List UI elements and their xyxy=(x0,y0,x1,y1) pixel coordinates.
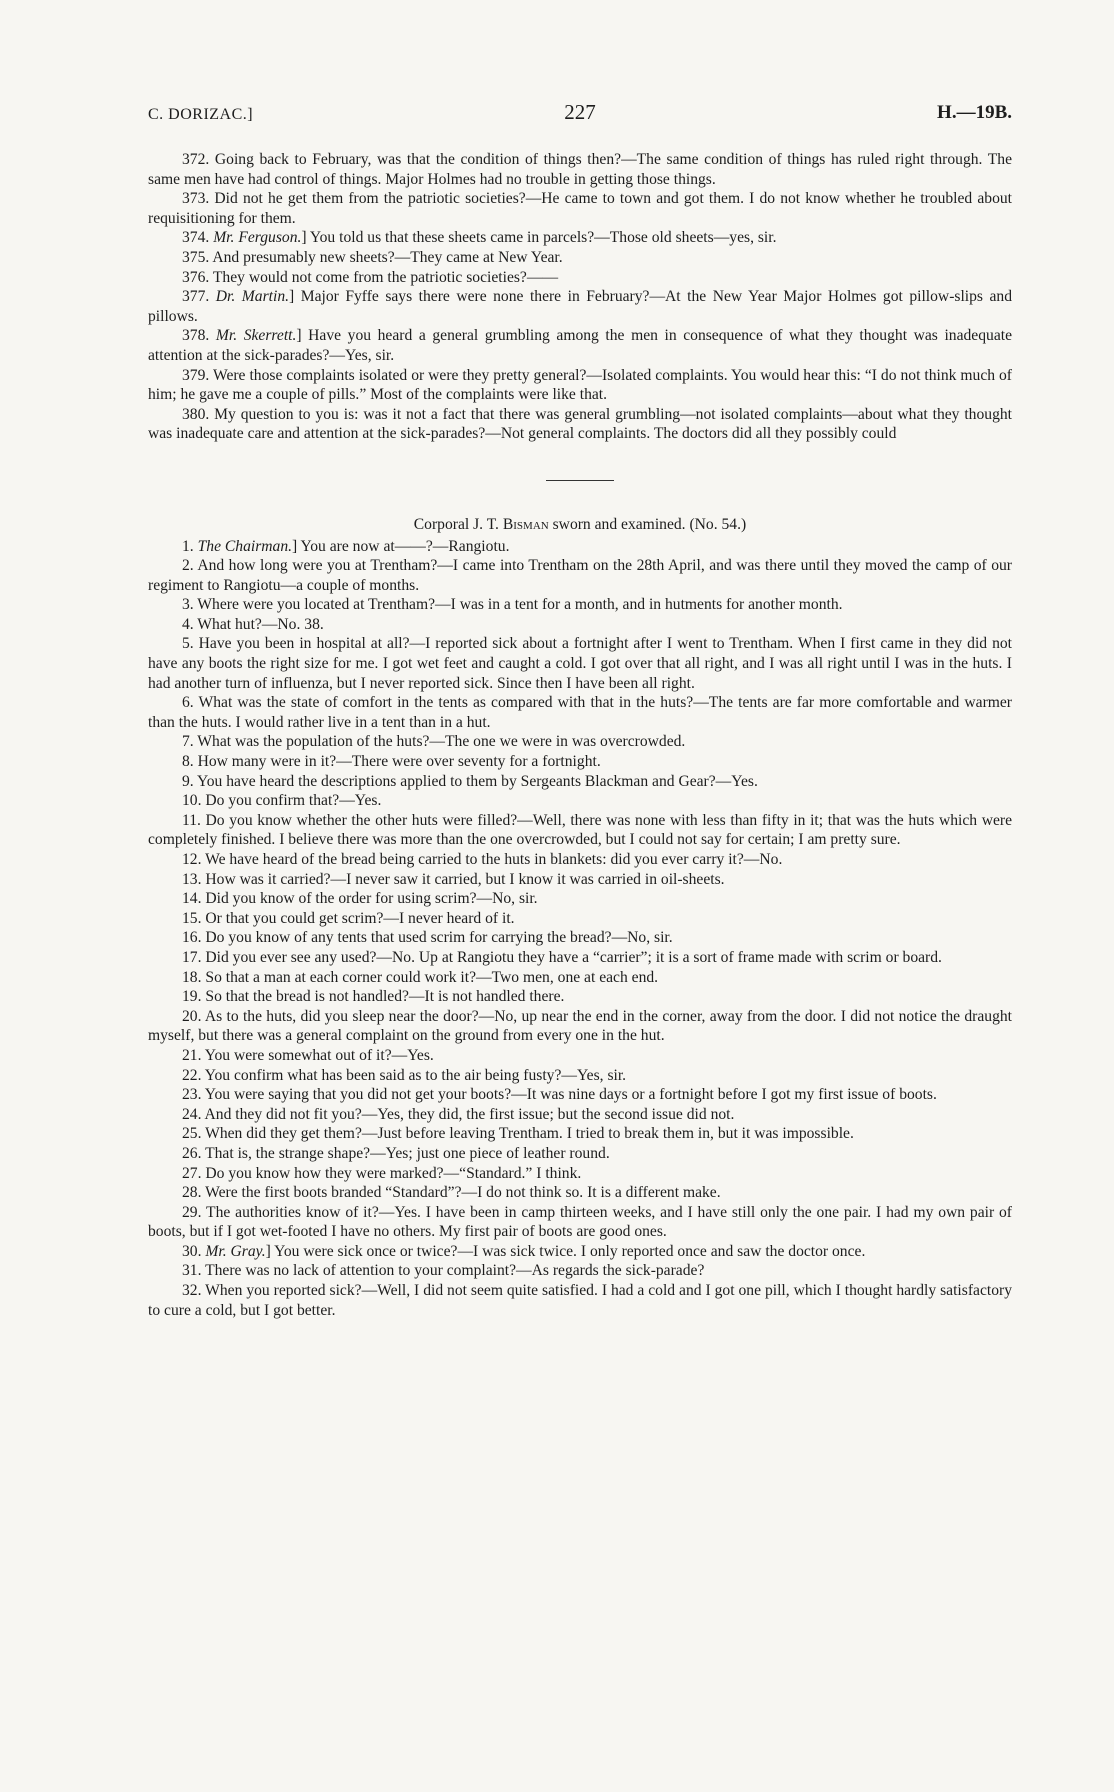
testimony-bisman xyxy=(148,537,1012,1321)
paragraph-text: 13. How was it carried?—I never saw it carried, but I know it was carried in oil-sheets. xyxy=(182,870,725,888)
paragraph-text: 25. When did they get them?—Just before leaving Trentham. I tried to break them in, but it was impossible. xyxy=(182,1125,854,1143)
question-answer-paragraph xyxy=(148,615,1012,635)
paragraph-text: 6. What was the state of comfort in the tents as compared with that in the huts?—The tents are far more comfortable and warmer than the huts. I would rather live in a tent than in a hut. xyxy=(148,694,1012,731)
question-answer-paragraph xyxy=(148,811,1012,850)
question-answer-paragraph xyxy=(148,1281,1012,1320)
paragraph-text: ] Major Fyffe says there were none there in February?—At the New Year Major Holmes got pillow-slips and pillows. xyxy=(148,288,1012,325)
paragraph-text: 20. As to the huts, did you sleep near the door?—No, up near the end in the corner, away from the door. I did not notice the draught myself, but there was a general complaint on the ground from every one in the hut. xyxy=(148,1007,1012,1045)
question-answer-paragraph xyxy=(148,1261,1012,1281)
paragraph-text: 373. Did not he get them from the patriotic societies?—He came to town and got them. I do not know whether he troubled about requisitioning for them. xyxy=(148,190,1012,227)
question-answer-paragraph xyxy=(148,1007,1012,1046)
page-body xyxy=(148,150,1012,1320)
paragraph-text: 9. You have heard the descriptions applied to them by Sergeants Blackman and Gear?—Yes. xyxy=(182,772,758,790)
speaker-name: Mr. Gray. xyxy=(205,1242,266,1260)
question-answer-paragraph xyxy=(148,595,1012,615)
paragraph-text: 372. Going back to February, was that the condition of things then?—The same condition of things has ruled right through. The same men have had control of things. Major Holmes had no trouble in getting those things. xyxy=(148,151,1012,188)
question-answer-paragraph xyxy=(148,634,1012,693)
question-answer-paragraph xyxy=(148,1085,1012,1105)
paragraph-text: 21. You were somewhat out of it?—Yes. xyxy=(182,1046,434,1064)
paragraph-text: 31. There was no lack of attention to your complaint?—As regards the sick-parade? xyxy=(182,1262,705,1280)
paragraph-text: 380. My question to you is: was it not a fact that there was general grumbling—not isolated complaints—about what they thought was inadequate care and attention at the sick-parades?—Not general complaints. The doctors did all they possibly could xyxy=(148,405,1012,443)
question-answer-paragraph xyxy=(148,1124,1012,1144)
question-answer-paragraph xyxy=(148,968,1012,988)
paragraph-text: 4. What hut?—No. 38. xyxy=(182,615,324,633)
question-answer-paragraph xyxy=(148,948,1012,968)
question-answer-paragraph xyxy=(148,889,1012,909)
speaker-name: Mr. Ferguson. xyxy=(213,229,302,247)
paragraph-text: 24. And they did not fit you?—Yes, they did, the first issue; but the second issue did not. xyxy=(182,1105,735,1123)
paragraph-text: 375. And presumably new sheets?—They came at New Year. xyxy=(182,248,563,266)
paragraph-text: 8. How many were in it?—There were over seventy for a fortnight. xyxy=(182,753,601,771)
paragraph-text: 18. So that a man at each corner could work it?—Two men, one at each end. xyxy=(182,968,659,986)
paragraph-text: 14. Did you know of the order for using scrim?—No, sir. xyxy=(182,890,538,908)
question-answer-paragraph xyxy=(148,772,1012,792)
paragraph-text: ] Have you heard a general grumbling among the men in consequence of what they thought was inadequate attention at the sick-parades?—Yes, sir. xyxy=(148,327,1012,364)
paragraph-text: 12. We have heard of the bread being carried to the huts in blankets: did you ever carry it?—No. xyxy=(182,851,783,868)
question-answer-paragraph xyxy=(148,693,1012,732)
paragraph-text: 10. Do you confirm that?—Yes. xyxy=(182,792,382,810)
question-answer-paragraph xyxy=(148,1066,1012,1086)
witness-surname: Bisman xyxy=(502,515,549,533)
paragraph-text: 15. Or that you could get scrim?—I never heard of it. xyxy=(182,909,515,927)
question-answer-paragraph xyxy=(148,537,1012,557)
question-answer-paragraph xyxy=(148,1242,1012,1262)
question-answer-paragraph xyxy=(148,150,1012,189)
paragraph-text: 32. When you reported sick?—Well, I did not seem quite satisfied. I had a cold and I got one pill, which I thought hardly satisfactory to cure a cold, but I got better. xyxy=(148,1282,1012,1319)
question-answer-paragraph xyxy=(148,1046,1012,1066)
question-answer-paragraph xyxy=(148,732,1012,752)
paragraph-text: 22. You confirm what has been said as to the air being fusty?—Yes, sir. xyxy=(182,1066,627,1084)
question-answer-paragraph xyxy=(148,987,1012,1007)
paragraph-text: ] You told us that these sheets came in parcels?—Those old sheets—yes, sir. xyxy=(301,229,777,247)
paragraph-text: ] You were sick once or twice?—I was sick twice. I only reported once and saw the doctor once. xyxy=(265,1242,866,1260)
paragraph-text: 3. Where were you located at Trentham?—I was in a tent for a month, and in hutments for another month. xyxy=(182,596,843,614)
witness-heading xyxy=(148,515,1012,535)
question-answer-paragraph xyxy=(148,189,1012,228)
speaker-name: Mr. Skerrett. xyxy=(215,327,297,345)
paragraph-text: 377. xyxy=(182,288,216,306)
paragraph-text: 19. So that the bread is not handled?—It is not handled there. xyxy=(182,988,565,1006)
question-answer-paragraph xyxy=(148,791,1012,811)
question-answer-paragraph xyxy=(148,752,1012,772)
paragraph-text: 378. xyxy=(182,327,216,345)
paragraph-text: 1. xyxy=(182,537,198,555)
witness-heading-before: Corporal J. T. xyxy=(413,515,503,533)
question-answer-paragraph xyxy=(148,928,1012,948)
witness-heading-after: sworn and examined. (No. 54.) xyxy=(548,515,747,533)
paragraph-text: 2. And how long were you at Trentham?—I came into Trentham on the 28th April, and was there until they moved the camp of our regiment to Rangiotu—a couple of months. xyxy=(148,557,1012,594)
question-answer-paragraph xyxy=(148,1144,1012,1164)
question-answer-paragraph xyxy=(148,1203,1012,1242)
paragraph-text: 5. Have you been in hospital at all?—I reported sick about a fortnight after I went to Trentham. When I first came in they did not have any boots the right size for me. I got wet feet and caught a cold. I got over that all right, and I was all right until I was in the huts. I had another turn of influenza, but I never reported sick. Since then I have been all right. xyxy=(148,635,1012,692)
testimony-dorizac xyxy=(148,150,1012,444)
question-answer-paragraph xyxy=(148,1105,1012,1125)
paragraph-text: 17. Did you ever see any used?—No. Up at Rangiotu they have a “carrier”; it is a sort of frame made with scrim or board. xyxy=(182,948,942,966)
question-answer-paragraph xyxy=(148,228,1012,248)
question-answer-paragraph xyxy=(148,870,1012,890)
paragraph-text: 29. The authorities know of it?—Yes. I have been in camp thirteen weeks, and I have still only the one pair. I had my own pair of boots, but if I got wet-footed I have no others. My first pair of boots are good ones. xyxy=(148,1203,1012,1241)
paragraph-text: 11. Do you know whether the other huts were filled?—Well, there was none with less than fifty in it; that was the huts which were completely finished. I believe there was more than the one overcrowded, but I could not say for certain; I am pretty sure. xyxy=(148,811,1012,849)
question-answer-paragraph xyxy=(148,326,1012,365)
paragraph-text: 16. Do you know of any tents that used scrim for carrying the bread?—No, sir. xyxy=(182,929,673,947)
question-answer-paragraph xyxy=(148,405,1012,444)
paragraph-text: 28. Were the first boots branded “Standard”?—I do not think so. It is a different make. xyxy=(182,1184,721,1202)
question-answer-paragraph xyxy=(148,1164,1012,1184)
question-answer-paragraph xyxy=(148,850,1012,870)
paragraph-text: 374. xyxy=(182,229,214,247)
question-answer-paragraph xyxy=(148,556,1012,595)
paragraph-text: 7. What was the population of the huts?—The one we were in was overcrowded. xyxy=(182,733,686,751)
page-number: 227 xyxy=(564,100,596,124)
speaker-name: Dr. Martin. xyxy=(215,288,290,306)
paragraph-text: 27. Do you know how they were marked?—“Standard.” I think. xyxy=(182,1164,582,1182)
question-answer-paragraph xyxy=(148,1183,1012,1203)
question-answer-paragraph xyxy=(148,366,1012,405)
paragraph-text: 26. That is, the strange shape?—Yes; just one piece of leather round. xyxy=(182,1144,610,1162)
paragraph-text: ] You are now at——?—Rangiotu. xyxy=(292,537,510,555)
paragraph-text: 379. Were those complaints isolated or were they pretty general?—Isolated complaints. You would hear this: “I do not think much of him; he gave me a couple of pills.” Most of the complaints were like that. xyxy=(148,366,1012,404)
paragraph-text: 376. They would not come from the patriotic societies?—— xyxy=(182,268,559,286)
header-witness-name: C. DORIZAC.] xyxy=(148,106,254,123)
page-header xyxy=(148,100,1012,130)
paragraph-text: 23. You were saying that you did not get your boots?—It was nine days or a fortnight before I got my first issue of boots. xyxy=(182,1086,937,1104)
section-divider xyxy=(546,480,614,481)
question-answer-paragraph xyxy=(148,287,1012,326)
paragraph-text: 30. xyxy=(182,1242,206,1260)
question-answer-paragraph xyxy=(148,909,1012,929)
report-reference: H.—19B. xyxy=(937,102,1012,123)
speaker-name: The Chairman. xyxy=(197,537,293,555)
question-answer-paragraph xyxy=(148,268,1012,288)
question-answer-paragraph xyxy=(148,248,1012,268)
